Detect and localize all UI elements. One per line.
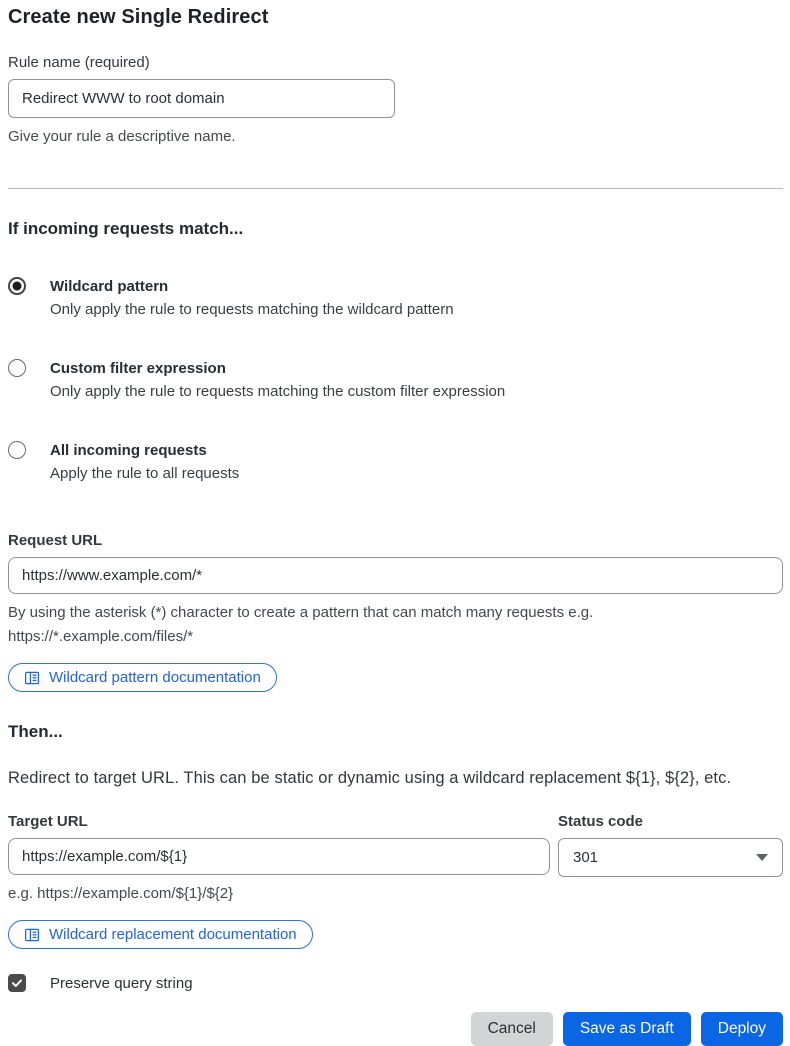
radio-icon[interactable] (8, 277, 26, 295)
radio-label: Wildcard pattern (50, 278, 169, 295)
checkbox-icon[interactable] (8, 974, 26, 992)
save-as-draft-button[interactable]: Save as Draft (563, 1012, 691, 1046)
match-section-heading: If incoming requests match... (8, 219, 244, 238)
match-type-radio-group (8, 275, 783, 485)
preserve-query-label: Preserve query string (50, 974, 193, 992)
doc-button-label: Wildcard replacement documentation (49, 926, 297, 943)
wildcard-pattern-doc-button[interactable] (8, 663, 277, 692)
page-title: Create new Single Redirect (8, 6, 269, 28)
cancel-button[interactable]: Cancel (471, 1012, 553, 1046)
radio-label: All incoming requests (50, 442, 207, 459)
status-code-label: Status code (558, 813, 644, 830)
target-url-helper: e.g. https://example.com/${1}/${2} (8, 885, 234, 902)
book-open-icon (24, 927, 40, 943)
radio-option-custom-filter[interactable] (8, 357, 783, 403)
radio-icon[interactable] (8, 441, 26, 459)
request-url-label: Request URL (8, 532, 103, 549)
book-open-icon (24, 670, 40, 686)
footer-actions (8, 1012, 783, 1046)
chevron-down-icon (756, 854, 768, 861)
rule-name-label: Rule name (required) (8, 54, 150, 71)
status-code-select[interactable] (558, 838, 783, 877)
radio-description: Only apply the rule to requests matching the custom filter expression (50, 383, 506, 400)
target-url-label: Target URL (8, 813, 88, 830)
preserve-query-checkbox-row[interactable] (8, 974, 783, 992)
rule-name-helper: Give your rule a descriptive name. (8, 128, 236, 145)
target-url-input[interactable] (8, 838, 550, 875)
status-code-value: 301 (573, 849, 599, 866)
section-divider (8, 188, 783, 189)
then-section-heading: Then... (8, 722, 63, 741)
radio-label: Custom filter expression (50, 360, 226, 377)
radio-description: Only apply the rule to requests matching the wildcard pattern (50, 301, 454, 318)
doc-button-label: Wildcard pattern documentation (49, 669, 261, 686)
radio-description: Apply the rule to all requests (50, 465, 240, 482)
rule-name-input[interactable] (8, 79, 395, 118)
request-url-input[interactable] (8, 557, 783, 594)
radio-option-wildcard-pattern[interactable] (8, 275, 783, 321)
then-description: Redirect to target URL. This can be static or dynamic using a wildcard replacement ${1}, ${2}, etc. (8, 769, 732, 787)
radio-icon[interactable] (8, 359, 26, 377)
deploy-button[interactable]: Deploy (701, 1012, 783, 1046)
radio-option-all-requests[interactable] (8, 439, 783, 485)
wildcard-replacement-doc-button[interactable] (8, 920, 313, 949)
request-url-helper: By using the asterisk (*) character to create a pattern that can match many requests e.g. https://*.example.com/files/* (8, 604, 594, 645)
